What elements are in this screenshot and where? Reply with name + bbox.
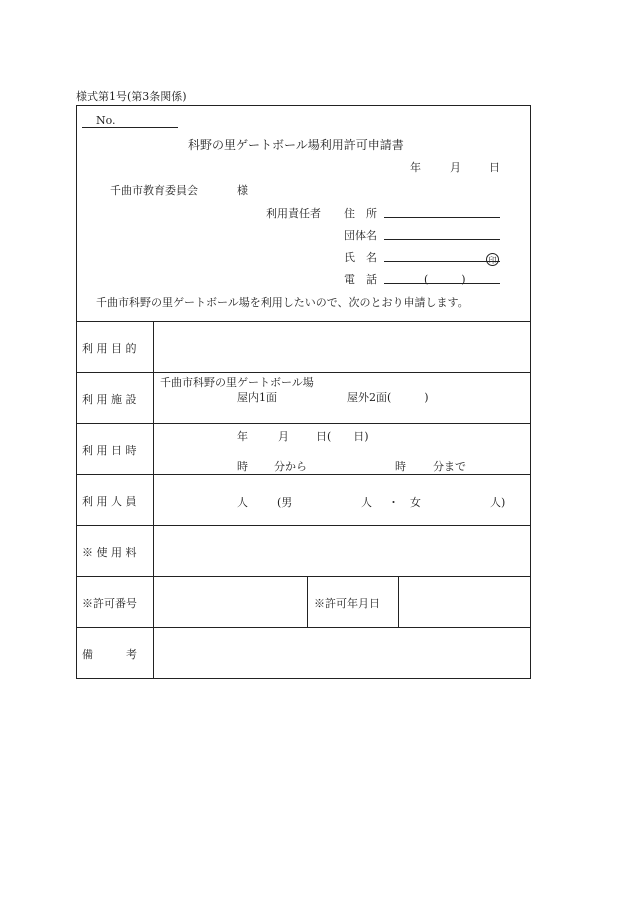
divider [307, 576, 308, 627]
people-total-unit: 人 [237, 496, 248, 509]
use-hour-from: 時 [237, 460, 248, 473]
divider [76, 423, 531, 424]
people-male-unit: 人 [361, 496, 372, 509]
request-text: 千曲市科野の里ゲートボール場を利用したいので、次のとおり申請します。 [96, 296, 469, 309]
people-label: 利 用 人 員 [82, 495, 137, 508]
remarks-label: 備 考 [82, 648, 137, 661]
purpose-label: 利 用 目 的 [82, 342, 137, 355]
date-month: 月 [450, 161, 461, 174]
phone-paren: ( ) [424, 273, 466, 286]
permit-date-cell[interactable] [399, 577, 530, 627]
people-female-unit: 人) [490, 496, 506, 509]
use-min-to: 分まで [433, 460, 466, 473]
form-number [82, 114, 178, 128]
responsible-label: 利用責任者 [266, 207, 321, 220]
address-label: 住 所 [344, 207, 377, 220]
group-label: 団体名 [344, 229, 377, 242]
permit-date-label: ※許可年月日 [314, 597, 380, 610]
fee-label: ※ 使 用 料 [82, 546, 137, 559]
date-year: 年 [410, 161, 421, 174]
permit-no-label: ※許可番号 [82, 597, 137, 610]
divider [76, 474, 531, 475]
group-field[interactable] [384, 227, 500, 240]
use-min-from: 分から [274, 460, 307, 473]
phone-label: 電 話 [344, 273, 377, 286]
divider [76, 372, 531, 373]
seal-icon: 印 [486, 253, 499, 266]
facility-outdoor[interactable]: 屋外2面( ) [347, 391, 429, 404]
name-label: 氏 名 [344, 251, 377, 264]
address-field[interactable] [384, 205, 500, 218]
use-year: 年 [237, 430, 248, 443]
form-id: 様式第1号(第3条関係) [76, 90, 187, 103]
people-female-label: 女 [410, 496, 421, 509]
seal-mark [486, 248, 499, 267]
facility-name: 千曲市科野の里ゲートボール場 [160, 376, 314, 389]
use-hour-to: 時 [395, 460, 406, 473]
people-male-label: (男 [277, 496, 293, 509]
form-title: 科野の里ゲートボール場利用許可申請書 [188, 138, 404, 152]
addressee: 千曲市教育委員会 [110, 184, 198, 197]
honorific: 様 [237, 184, 248, 197]
datetime-label: 利 用 日 時 [82, 444, 137, 457]
date-day: 日 [489, 161, 500, 174]
no-label: No. [82, 114, 178, 128]
people-separator: ・ [388, 496, 399, 509]
facility-label: 利 用 施 設 [82, 393, 137, 406]
fee-cell[interactable] [154, 526, 530, 576]
facility-indoor[interactable]: 屋内1面 [237, 391, 277, 404]
use-month: 月 [278, 430, 289, 443]
use-day: 日( 日) [316, 430, 369, 443]
purpose-cell[interactable] [154, 322, 530, 372]
remarks-cell[interactable] [154, 628, 530, 678]
permit-no-cell[interactable] [154, 577, 307, 627]
name-field[interactable] [384, 249, 500, 262]
